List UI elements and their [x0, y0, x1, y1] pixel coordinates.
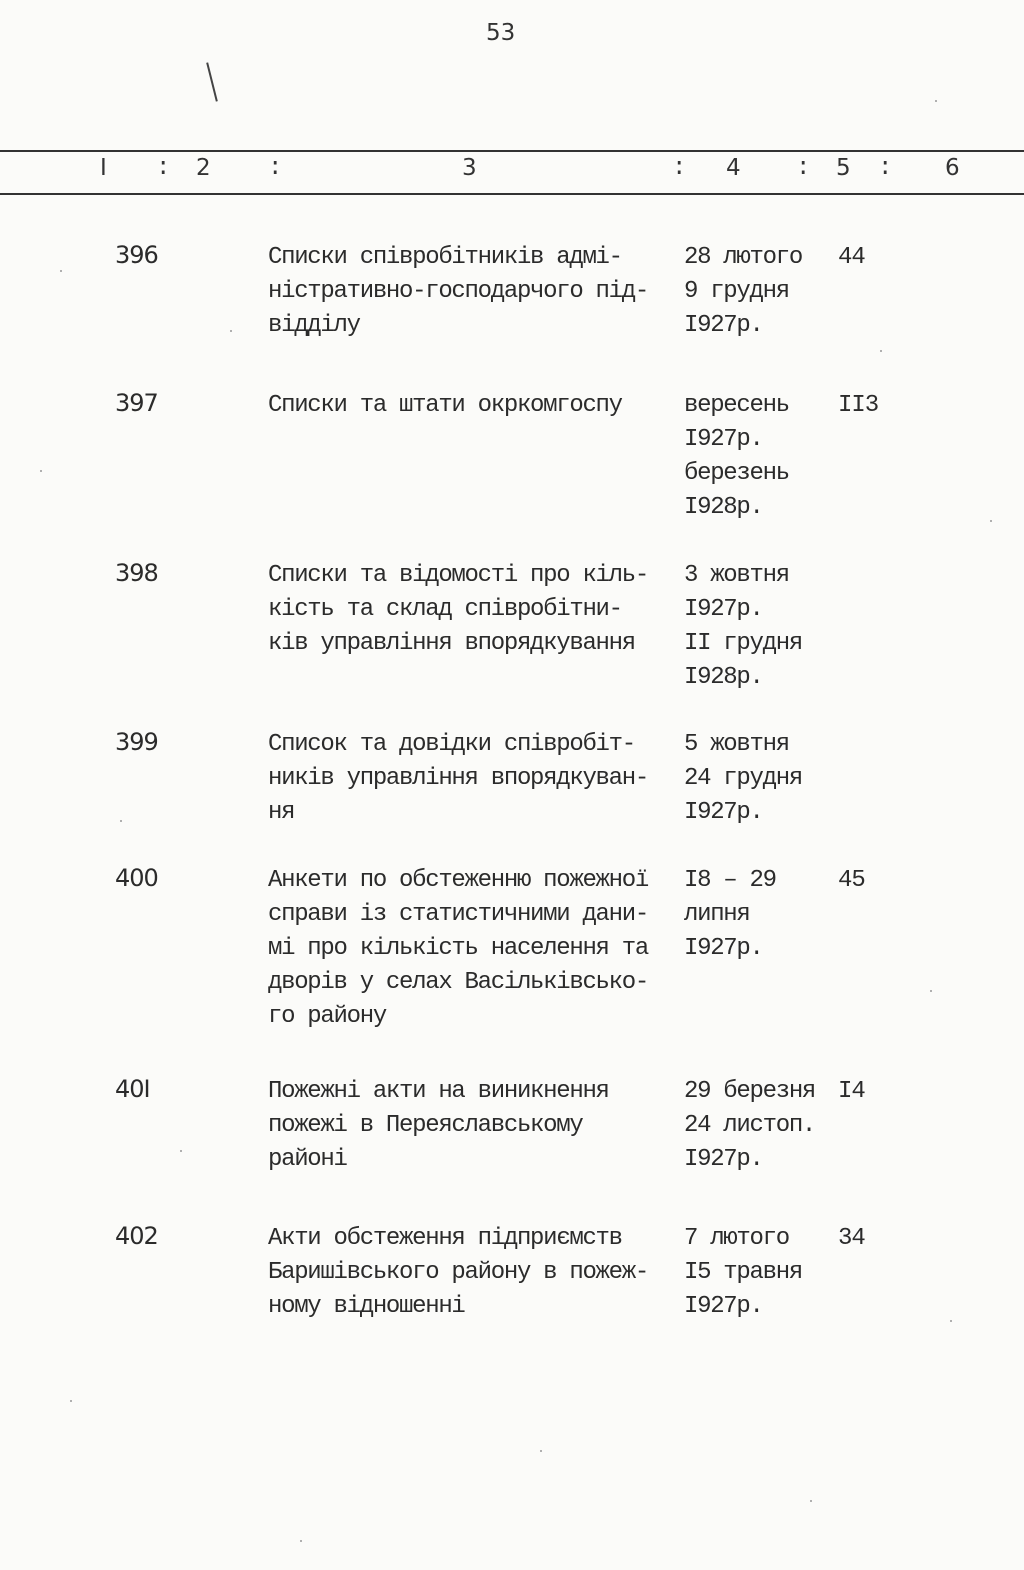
entry-sheet-count: 44 [838, 244, 865, 271]
date-line: 24 грудня [684, 765, 802, 792]
description-line: Списки та відомості про кіль- [268, 562, 648, 589]
entry-number: 402 [115, 1222, 158, 1250]
description-line: Списки співробітників адмі- [268, 244, 622, 271]
date-line: вересень [684, 392, 789, 419]
date-line: 24 листоп. [684, 1112, 816, 1139]
description-line: справи із статистичними дани- [268, 901, 648, 928]
date-line: II грудня [684, 630, 802, 657]
description-line: районі [268, 1146, 347, 1173]
column-separator: : [268, 155, 283, 182]
description-line: відділу [268, 312, 360, 339]
column-header-5: 5 [836, 155, 851, 181]
date-line: I8 – 29 [684, 867, 776, 894]
description-line: Пожежні акти на виникнення [268, 1078, 609, 1105]
entry-description [268, 1222, 648, 1324]
date-line: I927р. [684, 312, 763, 339]
entry-sheet-count: 34 [838, 1225, 865, 1252]
table-header-rule-bottom [0, 193, 1024, 195]
entry-dates [684, 241, 802, 343]
entry-sheet-count: 45 [838, 867, 865, 894]
column-header-4: 4 [726, 155, 741, 181]
entry-description [268, 1075, 609, 1177]
entry-number: 40I [115, 1075, 150, 1103]
entry-number: 400 [115, 864, 158, 892]
entry-number: 396 [115, 241, 158, 269]
pen-stroke-mark [206, 62, 218, 101]
column-header-6: 6 [945, 155, 960, 181]
description-line: Акти обстеження підприємств [268, 1225, 622, 1252]
date-line: 9 грудня [684, 278, 789, 305]
date-line: I928р. [684, 664, 763, 691]
column-separator: : [796, 155, 811, 182]
description-line: ністративно-господарчого під- [268, 278, 648, 305]
entry-dates [684, 559, 802, 695]
date-line: 5 жовтня [684, 731, 789, 758]
date-line: липня [684, 901, 750, 928]
entry-sheet-count: I4 [838, 1078, 865, 1105]
description-line: го району [268, 1003, 386, 1030]
description-line: мі про кількість населення та [268, 935, 648, 962]
description-line: ня [268, 799, 295, 826]
date-line: 28 лютого [684, 244, 802, 271]
column-header-1: I [100, 155, 107, 181]
description-line: Список та довідки співробіт- [268, 731, 635, 758]
description-line: ників управління впорядкуван- [268, 765, 648, 792]
date-line: 7 лютого [684, 1225, 789, 1252]
entry-dates [684, 728, 802, 830]
date-line: I927р. [684, 1146, 763, 1173]
column-separator: : [878, 155, 893, 182]
entry-description [268, 241, 648, 343]
description-line: кість та склад співробітни- [268, 596, 622, 623]
description-line: Баришівського району в пожеж- [268, 1259, 648, 1286]
entry-description [268, 728, 648, 830]
date-line: I928р. [684, 494, 763, 521]
entry-dates [684, 389, 789, 525]
entry-dates [684, 1075, 815, 1177]
column-separator: : [156, 155, 171, 182]
description-line: пожежі в Переяславському [268, 1112, 583, 1139]
entry-description [268, 389, 622, 423]
date-line: березень [684, 460, 789, 487]
entry-number: 398 [115, 559, 158, 587]
date-line: I927р. [684, 596, 763, 623]
description-line: ному відношенні [268, 1293, 465, 1320]
entry-sheet-count: II3 [838, 392, 879, 419]
date-line: I927р. [684, 1293, 763, 1320]
description-line: Анкети по обстеженню пожежної [268, 867, 648, 894]
entry-number: 397 [115, 389, 158, 417]
entry-dates [684, 1222, 802, 1324]
date-line: 29 березня [684, 1078, 816, 1105]
date-line: I927р. [684, 426, 763, 453]
description-line: ків управління впорядкування [268, 630, 635, 657]
column-header-2: 2 [196, 155, 211, 181]
date-line: 3 жовтня [684, 562, 789, 589]
date-line: I927р. [684, 799, 763, 826]
page-number: 53 [486, 20, 516, 46]
date-line: I5 травня [684, 1259, 802, 1286]
table-header-rule-top [0, 150, 1024, 152]
column-header-3: 3 [462, 155, 477, 181]
description-line: дворів у селах Васільківсько- [268, 969, 648, 996]
entry-number: 399 [115, 728, 158, 756]
date-line: I927р. [684, 935, 763, 962]
entry-description [268, 864, 648, 1034]
entry-description [268, 559, 648, 661]
description-line: Списки та штати окркомгоспу [268, 392, 622, 419]
column-separator: : [672, 155, 687, 182]
entry-dates [684, 864, 776, 966]
